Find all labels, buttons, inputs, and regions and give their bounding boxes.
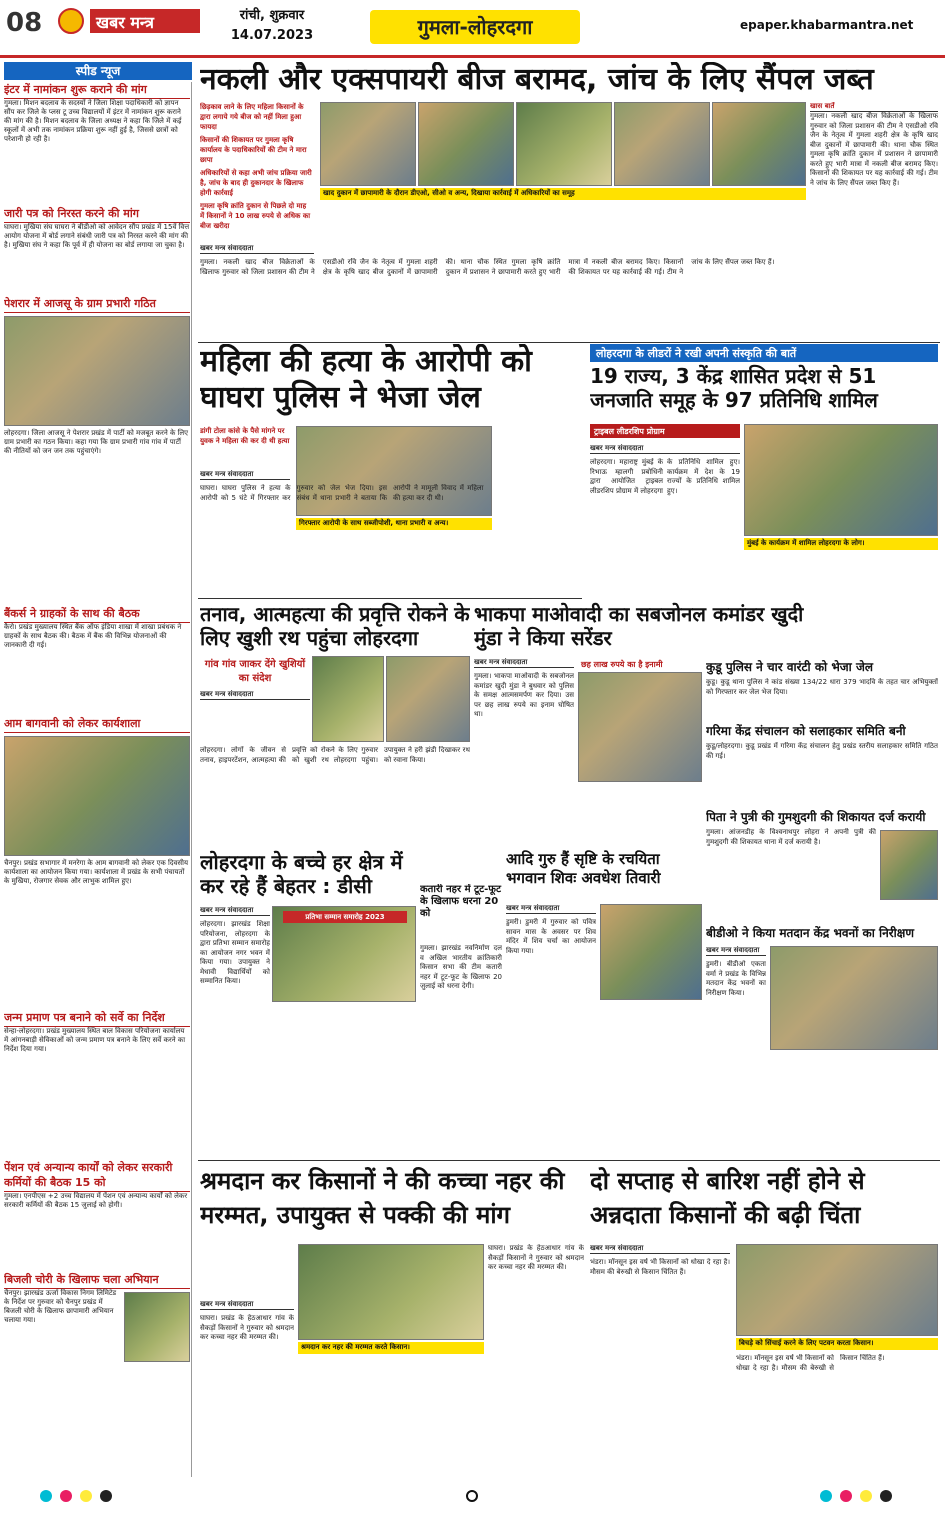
story14-body: भंडरा। मॉनसून इस वर्ष भी किसानों को धोखा दे रहा है। मौसम की बेरुखी से किसान चिंतित हैं। xyxy=(590,1258,730,1276)
story13-photo-caption: श्रमदान कर नहर की मरम्मत करते किसान। xyxy=(298,1342,484,1354)
registration-dot xyxy=(860,1490,872,1502)
sidebar xyxy=(4,82,192,1477)
story14-headline: दो सप्ताह से बारिश नहीं होने से अन्नदाता किसानों की बढ़ी चिंता xyxy=(590,1167,865,1229)
story3-headline: 19 राज्य, 3 केंद्र शासित प्रदेश से 51 जनजाति समूह के 97 प्रतिनिधि शामिल xyxy=(590,364,878,412)
lead-photo xyxy=(320,102,416,186)
registration-dot xyxy=(80,1490,92,1502)
sidebar-item-head: पेंशन एवं अन्यान्य कार्यों को लेकर सरकारी कर्मियों की बैठक 15 को xyxy=(4,1160,190,1192)
story14-body-cont: भंडरा। मॉनसून इस वर्ष भी किसानों को धोखा दे रहा है। मौसम की बेरुखी से किसान चिंतित हैं। xyxy=(736,1354,885,1372)
story14-photo xyxy=(736,1244,938,1336)
story2-byline: खबर मन्त्र संवाददाता xyxy=(200,470,290,480)
lead-headline: नकली और एक्सपायरी बीज बरामद, जांच के लिए सैंपल जब्त xyxy=(200,62,874,97)
speed-news-header: स्पीड न्यूज xyxy=(4,62,192,80)
sidebar-item-head: पेशरार में आजसू के ग्राम प्रभारी गठित xyxy=(4,296,190,313)
story9-banner: प्रतिभा सम्मान समारोह 2023 xyxy=(283,911,407,923)
story10-body: गुमला। झारखंड नवनिर्माण दल व अखिल भारतीय क्रांतिकारी किसान सभा की टीम कतारी नहर में टूट-फूट के खिलाफ 20 जुलाई को धरना देगी। xyxy=(420,944,502,990)
sidebar-item xyxy=(4,296,190,596)
sidebar-item-body: सेन्हा-लोहरदगा। प्रखंड मुख्यालय स्थित बाल विकास परियोजना कार्यालय में आंगनबाड़ी सेविकाओं को जन्म प्रमाण पत्र बनाने के लिए सर्वे करने का निर्देश दिया गया। xyxy=(4,1027,186,1053)
lead-byline: खबर मन्त्र संवाददाता xyxy=(200,244,314,254)
story11-body: डुमरी। डुमरी में गुरुवार को पवित्र सावन मास के अवसर पर शिव मंदिर में शिव चर्चा का आयोजन किया गया। xyxy=(506,918,596,955)
story6-headline: कुडू पुलिस ने चार वारंटी को भेजा जेल xyxy=(706,660,874,674)
story2-bullet: डांगी टोला कांसे के पैसे मांगने पर युवक ने महिला की कर दी थी हत्या xyxy=(200,427,290,445)
sidebar-item-head: बिजली चोरी के खिलाफ चला अभियान xyxy=(4,1272,190,1289)
lead-photo-caption: खाद दुकान में छापामारी के दौरान डीएओ, सीओ व अन्य, दिखाया कार्रवाई में अधिकारियों का समूह xyxy=(320,188,806,200)
story9-photo xyxy=(272,906,416,1002)
site-url[interactable]: epaper.khabarmantra.net xyxy=(740,18,914,32)
masthead xyxy=(0,0,945,58)
sidebar-item-head: जन्म प्रमाण पत्र बनाने को सर्वे का निर्देश xyxy=(4,1010,190,1027)
bullet: छिड़काव लाने के लिए महिला किसानों के द्वारा लगाये गये बीज को नहीं मिला हुआ फायदा xyxy=(200,103,304,131)
story9-headline: लोहरदगा के बच्चे हर क्षेत्र में कर रहे हैं बेहतर : डीसी xyxy=(200,850,403,898)
sidebar-photo xyxy=(4,316,190,426)
story12-body: डुमरी। बीडीओ एकता वर्मा ने प्रखंड के विभिन्न मतदान केंद्र भवनों का निरीक्षण किया। xyxy=(706,960,766,997)
sidebar-item-body: चैनपुर। झारखंड ऊर्जा विकास निगम लिमिटेड के निर्देश पर गुरुवार को चैनपुर प्रखंड में बिजली चोरी के खिलाफ छापामारी अभियान चलाया गया। xyxy=(4,1289,117,1324)
sidebar-item xyxy=(4,1160,190,1260)
sidebar-item-body: लोहरदगा। जिला आजसू ने पेशरार प्रखंड में पार्टी को मजबूत करने के लिए ग्राम प्रभारी का गठन किया। कहा गया कि ग्राम प्रभारी गांव गांव में पार्टी की नीतियों को जन जन तक पहुंचाएंगे। xyxy=(4,429,189,455)
story3-tag: ट्राइबल लीडरशिप प्रोग्राम xyxy=(590,424,740,438)
story7-headline: गरिमा केंद्र संचालन को सलाहकार समिति बनी xyxy=(706,724,906,738)
story13-byline: खबर मन्त्र संवाददाता xyxy=(200,1300,294,1310)
sidebar-item-head: बैंकर्स ने ग्राहकों के साथ की बैठक xyxy=(4,606,190,623)
story4-byline: खबर मन्त्र संवाददाता xyxy=(200,690,310,700)
story8-headline: पिता ने पुत्री की गुमशुदगी की शिकायत दर्ज करायी xyxy=(706,810,926,824)
divider xyxy=(198,598,582,599)
lead-photo xyxy=(712,102,806,186)
sidebar-item xyxy=(4,1010,190,1110)
bullet: अधिकारियों से कहा अभी जांच प्रक्रिया जारी है, जांच के बाद ही दुकानदार के खिलाफ होगी कार्रवाई xyxy=(200,169,312,197)
sidebar-item-head: इंटर में नामांकन शुरू कराने की मांग xyxy=(4,82,190,99)
lead-body: गुमला। नकली खाद बीज विक्रेताओं के खिलाफ गुरुवार को जिला प्रशासन की टीम ने एसडीओ रवि जैन के नेतृत्व में गुमला शहरी क्षेत्र के कृषि खाद बीज दुकानों में छापामारी की। थाना चौक स्थित गुमला कृषि क्रांति दुकान में प्रशासन ने छापामारी करते हुए भारी मात्रा में नकली बीज बरामद किए। किसानों की शिकायत पर यह कार्रवाई की गई। टीम ने जांच के लिए सैंपल जब्त किए हैं। xyxy=(200,258,775,276)
sidebar-item-head: आम बागवानी को लेकर कार्यशाला xyxy=(4,716,190,733)
lead-bullets xyxy=(200,102,312,242)
sidebar-item xyxy=(4,206,190,298)
story11-headline: आदि गुरु हैं सृष्टि के रचयिता भगवान शिवः अवधेश तिवारी xyxy=(506,850,661,887)
lead-side-note xyxy=(810,102,938,282)
page-number: 08 xyxy=(6,8,43,38)
sidebar-item xyxy=(4,1272,190,1472)
registration-dot xyxy=(880,1490,892,1502)
date-block xyxy=(212,6,332,52)
story5-photo xyxy=(578,672,702,782)
story3-body: लोहरदगा। महाराष्ट्र मुंबई के रिभाऊ म्हालगी प्रबोधिनी द्वारा आयोजित ट्राइबल लीडरशिप प्रोग्राम में लोहरदगा के प्रतिनिधि शामिल हुए। कार्यक्रम में देश के 19 राज्यों के प्रतिनिधि शामिल हुए। xyxy=(590,458,740,495)
story13-body-cont: घाघरा। प्रखंड के हेठआधार गांव के सैकड़ों किसानों ने गुरुवार को श्रमदान कर कच्चा नहर की मरम्मत की। xyxy=(488,1244,584,1271)
story5-headline: भाकपा माओवादी का सबजोनल कमांडर खुदी मुंडा ने किया सरेंडर xyxy=(474,602,804,650)
crosshair-icon xyxy=(466,1490,478,1502)
divider xyxy=(198,1160,940,1161)
story11-photo xyxy=(600,904,702,1000)
sidebar-item-body: गुमला। मिशन बदलाव के सदस्यों ने जिला शिक्षा पदाधिकारी को ज्ञापन सौंप कर जिले के प्लस टू उच्च विद्यालयों में इंटर में नामांकन शुरू कराने की मांग की है। मिशन बदलाव के जिला अध्यक्ष ने कहा कि जिले में कई स्कूलों में अभी तक नामांकन प्रक्रिया शुरू नहीं हुई है, जिससे छात्रों को परेशानी हो रही है। xyxy=(4,99,182,143)
lead-photo xyxy=(516,102,612,186)
side-note-head: खास बातें xyxy=(810,102,938,112)
city-day: रांची, शुक्रवार xyxy=(239,8,305,23)
story2-photo-caption: गिरफ्तार आरोपी के साथ सब्जीपोशी, थाना प्रभारी व अन्य। xyxy=(296,518,492,530)
registration-dot xyxy=(820,1490,832,1502)
story8-photo xyxy=(880,830,938,900)
story13-body: घाघरा। प्रखंड के हेठआधार गांव के सैकड़ों किसानों ने गुरुवार को श्रमदान कर कच्चा नहर की मरम्मत की। xyxy=(200,1314,294,1341)
sidebar-item-head: जारी पत्र को निरस्त करने की मांग xyxy=(4,206,190,223)
story3-kicker: लोहरदगा के लीडरों ने रखी अपनी संस्कृति की बातें xyxy=(590,344,938,362)
story4-body: लोहरदगा। लोगों के जीवन से तनाव, हाइपरटेंशन, आत्महत्या की प्रवृत्ति को रोकने के लिए गुरुवार को खुशी रथ लोहरदगा पहुंचा। उपायुक्त ने हरी झंडी दिखाकर रथ को रवाना किया। xyxy=(200,746,470,764)
sidebar-item-body: घाघरा। मुखिया संघ घाघरा ने बीडीओ को आवेदन सौंप प्रखंड में 15वें वित्त आयोग योजना में बोर्ड लगाने संबंधी जारी पत्र को निरस्त करने की मांग की है। मुखिया संघ ने कहा कि पूर्व में ही योजना का बोर्ड लगाया जा चुका है। xyxy=(4,223,190,249)
registration-dot xyxy=(40,1490,52,1502)
story4-photo xyxy=(386,656,470,742)
story2-body: घाघरा। घाघरा पुलिस ने हत्या के आरोपी को 5 घंटे में गिरफ्तार कर गुरुवार को जेल भेज दिया। इस संबंध में थाना प्रभारी ने बताया कि आरोपी ने मामूली विवाद में महिला की हत्या कर दी थी। xyxy=(200,484,484,502)
sidebar-item xyxy=(4,606,190,706)
side-note-body: गुमला। नकली खाद बीज विक्रेताओं के खिलाफ गुरुवार को जिला प्रशासन की टीम ने एसडीओ रवि जैन के नेतृत्व में गुमला शहरी क्षेत्र के कृषि खाद बीज दुकानों में छापामारी की। थाना चौक स्थित गुमला कृषि क्रांति दुकान में प्रशासन ने छापामारी करते हुए भारी मात्रा में नकली बीज बरामद किए। किसानों की शिकायत पर यह कार्रवाई की गई। टीम ने जांच के लिए सैंपल जब्त किए हैं। xyxy=(810,112,938,187)
registration-dot xyxy=(840,1490,852,1502)
lead-photo xyxy=(614,102,710,186)
bullet: गुमला कृषि क्रांति दुकान से पिछले दो माह में किसानों ने 10 लाख रुपये से अधिक का बीज खरीदा xyxy=(200,202,311,230)
divider xyxy=(198,342,940,343)
brand-logo-icon xyxy=(58,8,84,34)
print-registration-strip xyxy=(0,1478,945,1517)
lead-photo xyxy=(418,102,514,186)
story5-photo-caption: छह लाख रुपये का है इनामी xyxy=(581,660,663,669)
story10-headline: कतारी नहर में टूट-फूट के खिलाफ धरना 20 को xyxy=(420,884,502,919)
story11-byline: खबर मन्त्र संवाददाता xyxy=(506,904,596,914)
brand-name: खबर मन्त्र xyxy=(90,9,200,33)
issue-date: 14.07.2023 xyxy=(230,28,314,43)
story13-headline: श्रमदान कर किसानों ने की कच्चा नहर की मरम्मत, उपायुक्त से पक्की की मांग xyxy=(200,1167,565,1229)
story14-photo-caption: बिचड़े को सिंचाई करने के लिए पटवन करता किसान। xyxy=(736,1338,938,1350)
sidebar-item-body: चैनपुर। प्रखंड सभागार में मनरेगा के आम बागवानी को लेकर एक दिवसीय कार्यशाला का आयोजन किया गया। कार्यशाला में प्रखंड के सभी पंचायतों के मुखिया, रोजगार सेवक और लाभुक शामिल हुए। xyxy=(4,859,189,885)
story9-byline: खबर मन्त्र संवाददाता xyxy=(200,906,270,916)
story14-byline: खबर मन्त्र संवाददाता xyxy=(590,1244,730,1254)
story9-body: लोहरदगा। झारखंड शिक्षा परियोजना, लोहरदगा के द्वारा प्रतिभा सम्मान समारोह का आयोजन नगर भवन में किया गया। उपायुक्त ने मेधावी विद्यार्थियों को सम्मानित किया। xyxy=(200,920,270,985)
story4-photo xyxy=(312,656,384,742)
bullet: किसानों की शिकायत पर गुमला कृषि कार्यालय के पदाधिकारियों की टीम ने मारा छापा xyxy=(200,136,307,164)
story4-headline: तनाव, आत्महत्या की प्रवृत्ति रोकने के लिए खुशी रथ पहुंचा लोहरदगा xyxy=(200,602,470,650)
story3-byline: खबर मन्त्र संवाददाता xyxy=(590,444,740,454)
story13-photo xyxy=(298,1244,484,1340)
story4-subhead: गांव गांव जाकर देंगे खुशियों का संदेश xyxy=(204,659,306,684)
registration-dot xyxy=(60,1490,72,1502)
sidebar-item-body: गुमला। एनपीएस +2 उच्च विद्यालय में पेंशन एवं अन्यान्य कार्यों को लेकर सरकारी कर्मियों की बैठक 15 जुलाई को होगी। xyxy=(4,1192,188,1209)
story8-body: गुमला। आंजनडीह के विश्वनाथपुर लोहरा ने अपनी पुत्री की गुमशुदगी की शिकायत थाना में दर्ज करायी है। xyxy=(706,828,876,846)
registration-dot xyxy=(100,1490,112,1502)
story12-headline: बीडीओ ने किया मतदान केंद्र भवनों का निरीक्षण xyxy=(706,926,915,940)
story3-photo xyxy=(744,424,938,536)
story3-photo-caption: मुंबई के कार्यक्रम में शामिल लोहरदगा के लोग। xyxy=(744,538,938,550)
story2-headline: महिला की हत्या के आरोपी को घाघरा पुलिस ने भेजा जेल xyxy=(200,344,532,415)
section-title: गुमला-लोहरदगा xyxy=(370,10,580,44)
story5-byline: खबर मन्त्र संवाददाता xyxy=(474,658,574,668)
sidebar-photo xyxy=(4,736,190,856)
story6-body: कुडू। कुडू थाना पुलिस ने कांड संख्या 134/22 धारा 379 भादवि के तहत चार अभियुक्तों को गिरफ्तार कर जेल भेज दिया। xyxy=(706,678,938,696)
story12-byline: खबर मन्त्र संवाददाता xyxy=(706,946,766,956)
sidebar-item xyxy=(4,82,190,192)
sidebar-photo xyxy=(124,1292,190,1362)
story7-body: कुडू/लोहरदगा। कुडू प्रखंड में गरिमा केंद्र संचालन हेतु प्रखंड स्तरीय सलाहकार समिति गठित की गई। xyxy=(706,742,938,760)
story5-body: गुमला। भाकपा माओवादी के सबजोनल कमांडर खुदी मुंडा ने बुधवार को पुलिस के समक्ष आत्मसमर्पण कर दिया। उस पर छह लाख रुपये का इनाम घोषित था। xyxy=(474,672,574,718)
sidebar-item-body: कैरो। प्रखंड मुख्यालय स्थित बैंक ऑफ इंडिया शाखा में शाखा प्रबंधक ने ग्राहकों के साथ बैठक की। बैठक में बैंक की विभिन्न योजनाओं की जानकारी दी गई। xyxy=(4,623,182,649)
story12-photo xyxy=(770,946,938,1050)
